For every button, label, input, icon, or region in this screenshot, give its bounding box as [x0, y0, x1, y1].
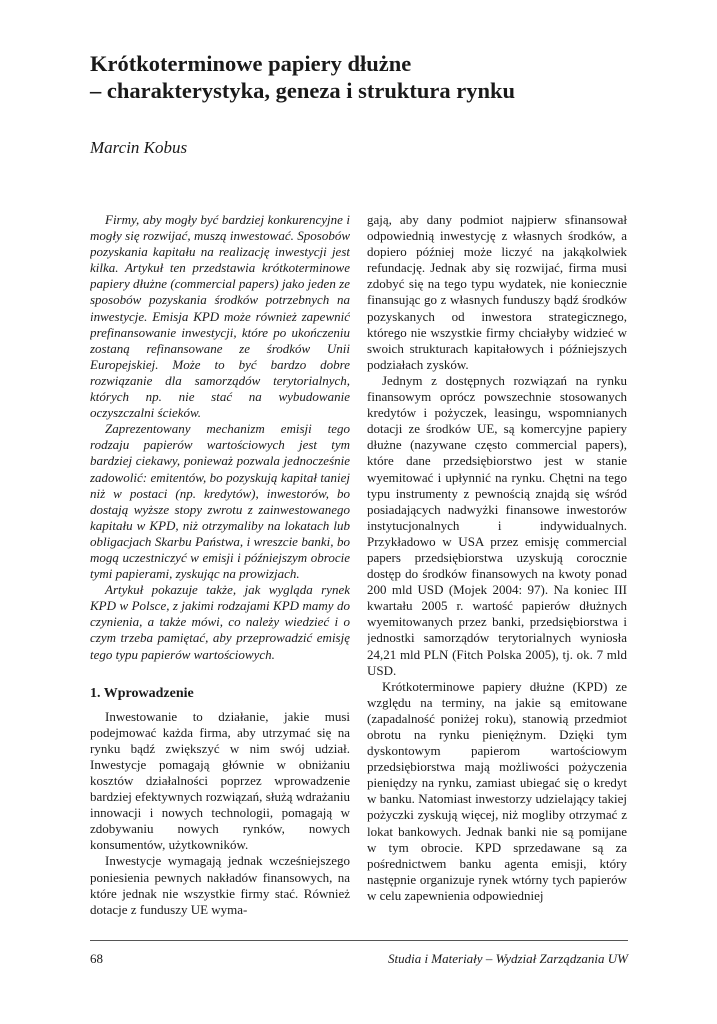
abstract-paragraph-3: Artykuł pokazuje także, jak wygląda rynek KPD w Polsce, z jakimi rodzajami KPD mamy do czynienia, a także mówi, co należy wiedzieć i o czym trzeba pamiętać, aby przeprowadzić emisję tego typu papierów wartościowych.	[90, 582, 350, 662]
abstract-paragraph-2: Zaprezentowany mechanizm emisji tego rodzaju papierów wartościowych jest tym bardziej ciekawy, ponieważ pozwala jednocześnie zadowolić: emitentów, bo pozyskują kapitał taniej niż w postaci (np. kredytów), inwestorów, bo dostają wyższe stopy zwrotu z zainwestowanego kapitału w KPD, niż otrzymaliby na lokatach lub obligacjach Skarbu Państwa, i wreszcie banki, bo mogą uczestniczyć w emisji i późniejszym obrocie tymi papierami, zyskując na prowizjach.	[90, 421, 350, 582]
article-author: Marcin Kobus	[90, 138, 188, 157]
body-paragraph-4: Krótkoterminowe papiery dłużne (KPD) ze względu na terminy, na jakie są emitowane (zapadalność poniżej roku), stanowią przedmiot obrotu na rynku pieniężnym. Dzięki tym dyskontowym papierom wartościowym przedsiębiorstwa mają możliwości pożyczenia pieniędzy na rynku, zamiast ubiegać się o kredyt w banku. Natomiast inwestorzy udzielający takiej pożyczki zyskują więcej, niż mogliby otrzymać z lokat bankowych. Jednak banki nie są pomijane w tym obrocie. KPD sprzedawane są za pośrednictwem banku agenta emisji, który następnie organizuje rynek wtórny tych papierów w celu zapewnienia odpowiedniej	[367, 678, 627, 903]
right-column	[367, 212, 627, 927]
left-column	[90, 212, 350, 927]
body-paragraph-continuation: gają, aby dany podmiot najpierw sfinansował odpowiednią inwestycję z własnych środków, a dopiero później może liczyć na jakąkolwiek refundację. Jednak aby się rozwijać, firma musi zdobyć się na tego typu wydatek, nie koniecznie finansując go z własnych funduszy bądź środków pozyskanych od inwestora strategicznego, którego nie wszystkie firmy chciałyby widzieć w swoich strukturach kapitałowych i późniejszych podziałach zysków.	[367, 212, 627, 372]
article-title-line-1: Krótkoterminowe papiery dłużne	[90, 51, 412, 76]
abstract	[90, 212, 350, 663]
page-number: 68	[90, 951, 103, 966]
journal-name: Studia i Materiały – Wydział Zarządzania UW	[387, 951, 628, 966]
body-paragraph-1: Inwestowanie to działanie, jakie musi podejmować każda firma, aby utrzymać się na rynku bądź zwiększyć w nim swój udział. Inwestycje pomagają głównie w obniżaniu kosztów działalności poprzez wprowadzenie bardziej efektywnych rozwiązań, służą wdrażaniu innowacji i nowych technologii, pomagają w zdobywaniu nowych rynków, nowych konsumentów, użytkowników.	[90, 708, 350, 853]
section-heading-introduction: 1. Wprowadzenie	[90, 685, 194, 701]
section-body-right	[367, 212, 627, 904]
article-title	[90, 50, 650, 104]
section-body-left	[90, 709, 350, 918]
body-paragraph-3: Jednym z dostępnych rozwiązań na rynku finansowym oprócz powszechnie stosowanych kredytów i pożyczek, leasingu, wspomnianych dotacji ze środków UE, są komercyjne papiery dłużne (nazywane często commercial papers), które dane przedsiębiorstwo jest w stanie wyemitować i upłynnić na rynku. Chętni na tego typu instrumenty z pewnością znajdą się wśród posiadających nadwyżki finansowe inwestorów instytucjonalnych i indywidualnych. Przykładowo w USA przez emisję commercial papers przedsiębiorstwa uzyskują corocznie dostęp do środków finansowych na kwoty ponad 200 mld USD (Mojek 2004: 97). Na koniec III kwartału 2005 r. wartość papierów dłużnych wyemitowanych przez banki, przedsiębiorstwa i jednostki samorządów terytorialnych wyniosła 24,21 mld PLN (Fitch Polska 2005), tj. ok. 7 mld USD.	[367, 372, 627, 678]
body-paragraph-2: Inwestycje wymagają jednak wcześniejszego poniesienia pewnych nakładów finansowych, na które jednak nie wszystkie firmy stać. Również dotacje z funduszy UE wyma-	[90, 853, 350, 917]
footer-divider	[90, 940, 628, 941]
abstract-paragraph-1: Firmy, aby mogły być bardziej konkurencyjne i mogły się rozwijać, muszą inwestować. Sposobów pozyskania kapitału na realizację inwestycji jest kilka. Artykuł ten przedstawia krótkoterminowe papiery dłużne (commercial papers) jako jeden ze sposobów pozyskania środków potrzebnych na inwestycje. Emisja KPD może również zapewnić prefinansowanie inwestycji, które po ukończeniu zostaną refinansowane ze środków Unii Europejskiej. Może to być bardzo dobre rozwiązanie dla samorządów terytorialnych, których np. nie stać na wybudowanie oczyszczalni ścieków.	[90, 212, 350, 421]
article-title-line-2: – charakterystyka, geneza i struktura rynku	[90, 78, 515, 103]
